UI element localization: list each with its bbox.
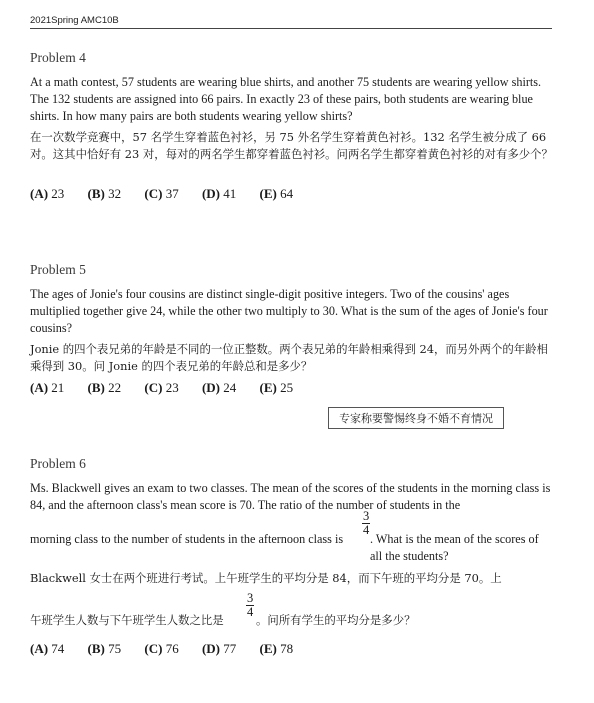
- problem-4-title: Problem 4: [30, 50, 86, 65]
- fraction-denominator: 4: [363, 523, 370, 537]
- problem-6-chinese-line2: 午班学生人数与下午班学生人数之比是: [30, 613, 224, 627]
- choice-a: (A) 21: [30, 380, 65, 395]
- fraction-numerator: 3: [363, 509, 370, 523]
- problem-6-title: Problem 6: [30, 456, 86, 471]
- choice-a: (A) 74: [30, 641, 65, 656]
- ad-link[interactable]: 专家称要警惕终身不婚不育情况: [328, 407, 504, 429]
- choice-d: (D) 77: [201, 641, 237, 656]
- problem-4-english-text: At a math contest, 57 students are wearing blue shirts, and another 75 students are wearing yellow shirts. The 132 students are assigned into 66 pairs. In exactly 23 of these pairs, both students are wearing blue shirts. In how many pairs are both students wearing yellow shirts?: [30, 75, 542, 123]
- choice-b: (B) 22: [87, 380, 122, 395]
- problem-4-chinese-text: 在一次数学竞赛中，57 名学生穿着蓝色衬衫，另 75 外名学生穿着黄色衬衫。132 名学生被分成了 66 对。这其中恰好有 23 对，每对的两名学生都穿着蓝色衬衫。问两名学生都穿着黄色衬衫的对有多少个？: [30, 130, 553, 161]
- problem-6-english-line3: . What is the mean of the scores of all the students?: [370, 532, 539, 563]
- choice-e: (E) 64: [259, 186, 294, 201]
- problem-5-english-text: The ages of Jonie's four cousins are distinct single-digit positive integers. Two of the cousins' ages multiplied together give 24, while the other two multiply to 30. What is the sum of the ages of Jonie's four cousins?: [30, 287, 548, 335]
- choice-c: (C) 37: [144, 186, 179, 201]
- choice-d: (D) 24: [201, 380, 237, 395]
- choice-b: (B) 75: [87, 641, 122, 656]
- problem-5-choices: [30, 380, 313, 396]
- choice-e: (E) 25: [259, 380, 294, 395]
- problem-6-chinese-line1: Blackwell 女士在两个班进行考试。上午班学生的平均分是 84，而下午班的平均分是 70。上: [30, 571, 502, 585]
- problem-4-choices: [30, 186, 313, 202]
- document-header: 2021Spring AMC10B: [30, 15, 552, 29]
- problem-6-english-line1: Ms. Blackwell gives an exam to two classes. The mean of the scores of the students in the morning class is 84, and the afternoon class's mean score is 70. The ratio of the number of students in the: [30, 481, 551, 512]
- problem-5-chinese-text: Jonie 的四个表兄弟的年龄是不同的一位正整数。两个表兄弟的年龄相乘得到 24，而另外两个的年龄相乘得到 30。问 Jonie 的四个表兄弟的年龄总和是多少？: [30, 342, 548, 373]
- choice-d: (D) 41: [201, 186, 237, 201]
- problem-5-title: Problem 5: [30, 262, 86, 277]
- problem-6-english-line2: morning class to the number of students in the afternoon class is: [30, 532, 344, 546]
- choice-e: (E) 78: [259, 641, 294, 656]
- problem-6-fraction-en: [362, 510, 370, 537]
- fraction-denominator: 4: [247, 605, 254, 619]
- choice-a: (A) 23: [30, 186, 65, 201]
- problem-6-chinese-line3: 。问所有学生的平均分是多少？: [256, 613, 416, 627]
- fraction-numerator: 3: [247, 591, 254, 605]
- choice-b: (B) 32: [87, 186, 122, 201]
- problem-6-choices: [30, 641, 313, 657]
- choice-c: (C) 76: [144, 641, 179, 656]
- choice-c: (C) 23: [144, 380, 179, 395]
